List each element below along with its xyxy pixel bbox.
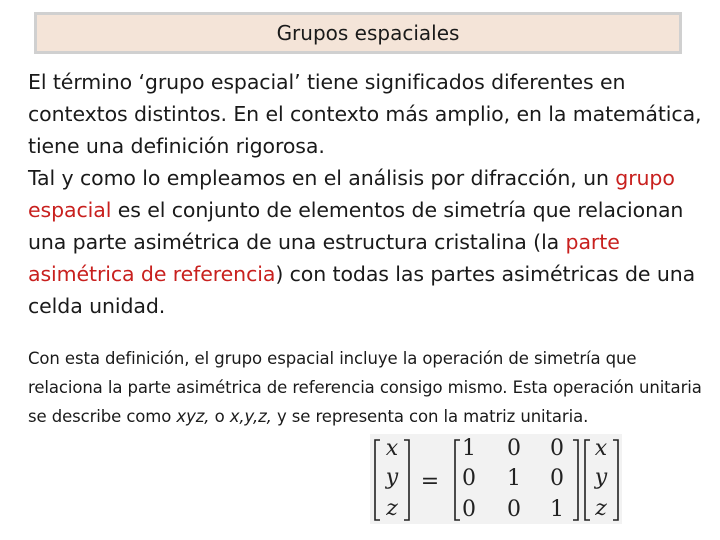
matrix-left-bracket (455, 440, 460, 520)
main-paragraphs (28, 66, 708, 322)
secondary-paragraph (28, 344, 708, 431)
lhs-right-bracket (404, 440, 409, 520)
lhs-z: z (386, 496, 398, 521)
secondary-part-2: o (209, 407, 230, 426)
rhs-left-bracket (585, 440, 590, 520)
notation-xyz: xyz, (176, 407, 210, 426)
paragraph-2-end: ) con todas las partes asimétricas de una celda unidad. (28, 262, 696, 318)
equals-sign: = (420, 469, 440, 494)
lhs-left-bracket (375, 440, 380, 520)
paragraph-1-text: El término ‘grupo espacial’ tiene significados diferentes en contextos distintos. En el contexto más amplio, en la matemática, tiene una definición rigorosa. (28, 70, 702, 158)
rhs-x: x (594, 436, 608, 461)
rhs-y: y (594, 465, 608, 490)
matrix-cell: 0 (507, 497, 521, 522)
notation-x-y-z: x,y,z, (229, 407, 272, 426)
rhs-right-bracket (613, 440, 618, 520)
matrix-cell: 0 (462, 466, 476, 491)
paragraph-2-start: Tal y como lo empleamos en el análisis por difracción, un (28, 166, 616, 190)
slide-title: Grupos espaciales (276, 21, 460, 45)
paragraph-definition-context (28, 66, 708, 162)
slide-title-box (34, 12, 682, 54)
term-grupo-espacial: grupo espacial (28, 166, 675, 222)
matrix-cell: 0 (462, 497, 476, 522)
matrix-cell: 1 (507, 466, 521, 491)
secondary-part-3: y se representa con la matriz unitaria. (271, 407, 589, 426)
paragraph-space-group-definition (28, 162, 708, 322)
matrix-cell: 1 (550, 497, 564, 522)
secondary-part-1: Con esta definición, el grupo espacial incluye la operación de simetría que relaciona la parte asimétrica de referencia consigo mismo. Esta operación unitaria se describe como (28, 349, 702, 426)
matrix-cell: 0 (507, 436, 521, 461)
matrix-cell: 1 (462, 436, 476, 461)
matrix-right-bracket (573, 440, 578, 520)
identity-matrix-equation (370, 434, 622, 524)
rhs-z: z (595, 496, 607, 521)
term-parte-asimetrica-referencia: parte asimétrica de referencia (28, 230, 620, 286)
matrix-equation-svg (370, 434, 622, 524)
lhs-y: y (385, 465, 399, 490)
paragraph-2-mid: es el conjunto de elementos de simetría que relacionan una parte asimétrica de una estructura cristalina (la (28, 198, 684, 254)
matrix-cell: 0 (550, 436, 564, 461)
paragraph-unit-operation (28, 344, 708, 431)
lhs-x: x (385, 436, 399, 461)
matrix-cell: 0 (550, 466, 564, 491)
